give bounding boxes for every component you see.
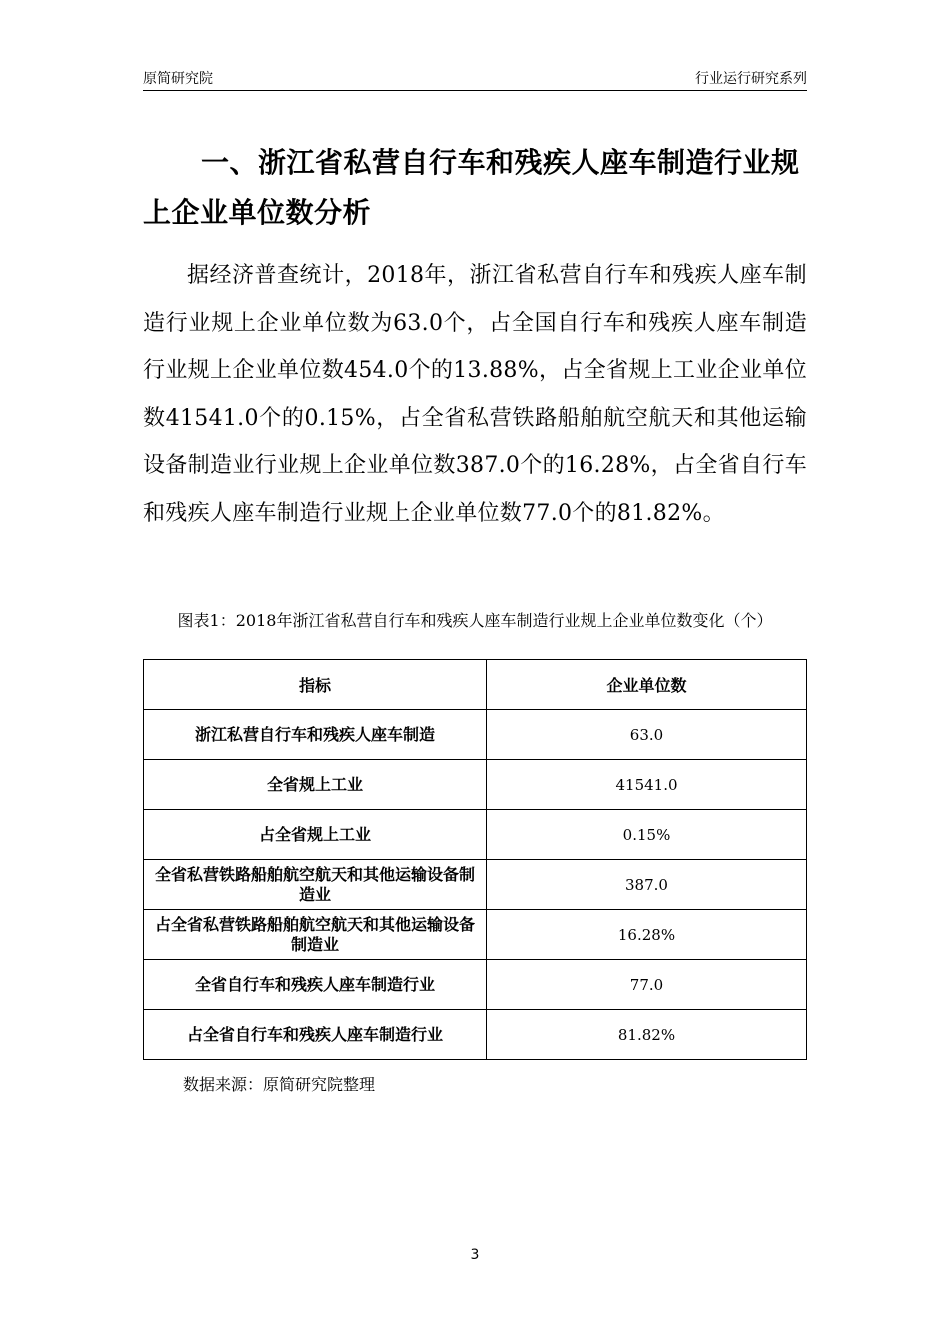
data-source-note: 数据来源：原简研究院整理 [183, 1075, 376, 1094]
section-heading: 一、浙江省私营自行车和残疾人座车制造行业规上企业单位数分析 [143, 146, 800, 229]
table-row [144, 810, 807, 860]
table-row [144, 860, 807, 910]
row-value: 0.15% [487, 810, 807, 860]
table-row [144, 910, 807, 960]
row-value: 16.28% [487, 910, 807, 960]
page-number: 3 [470, 1247, 480, 1263]
row-label: 全省规上工业 [144, 760, 487, 810]
row-label: 全省自行车和残疾人座车制造行业 [144, 960, 487, 1010]
row-value: 387.0 [487, 860, 807, 910]
table-header-row [144, 660, 807, 710]
row-value: 81.82% [487, 1010, 807, 1060]
column-header-indicator: 指标 [144, 660, 487, 710]
row-value: 63.0 [487, 710, 807, 760]
row-value: 41541.0 [487, 760, 807, 810]
table-caption: 图表1：2018年浙江省私营自行车和残疾人座车制造行业规上企业单位数变化（个） [177, 611, 773, 630]
row-value: 77.0 [487, 960, 807, 1010]
row-label: 全省私营铁路船舶航空航天和其他运输设备制造业 [144, 860, 487, 910]
page-header [143, 62, 807, 91]
table-row [144, 1010, 807, 1060]
row-label: 占全省规上工业 [144, 810, 487, 860]
table-row [144, 960, 807, 1010]
column-header-unit-count: 企业单位数 [487, 660, 807, 710]
header-org-name: 原简研究院 [143, 71, 213, 87]
body-paragraph: 据经济普查统计，2018年，浙江省私营自行车和残疾人座车制造行业规上企业单位数为63.0个，占全国自行车和残疾人座车制造行业规上企业单位数454.0个的13.88%，占全省规上工业企业单位数41541.0个的0.15%，占全省私营铁路船舶航空航天和其他运输设备制造业行业规上企业单位数387.0个的16.28%，占全省自行车和残疾人座车制造行业规上企业单位数77.0个的81.82%。 [143, 263, 807, 526]
row-label: 占全省自行车和残疾人座车制造行业 [144, 1010, 487, 1060]
header-series-name: 行业运行研究系列 [695, 71, 807, 87]
data-table [143, 659, 807, 1060]
table-row [144, 710, 807, 760]
row-label: 占全省私营铁路船舶航空航天和其他运输设备制造业 [144, 910, 487, 960]
table-row [144, 760, 807, 810]
row-label: 浙江私营自行车和残疾人座车制造 [144, 710, 487, 760]
